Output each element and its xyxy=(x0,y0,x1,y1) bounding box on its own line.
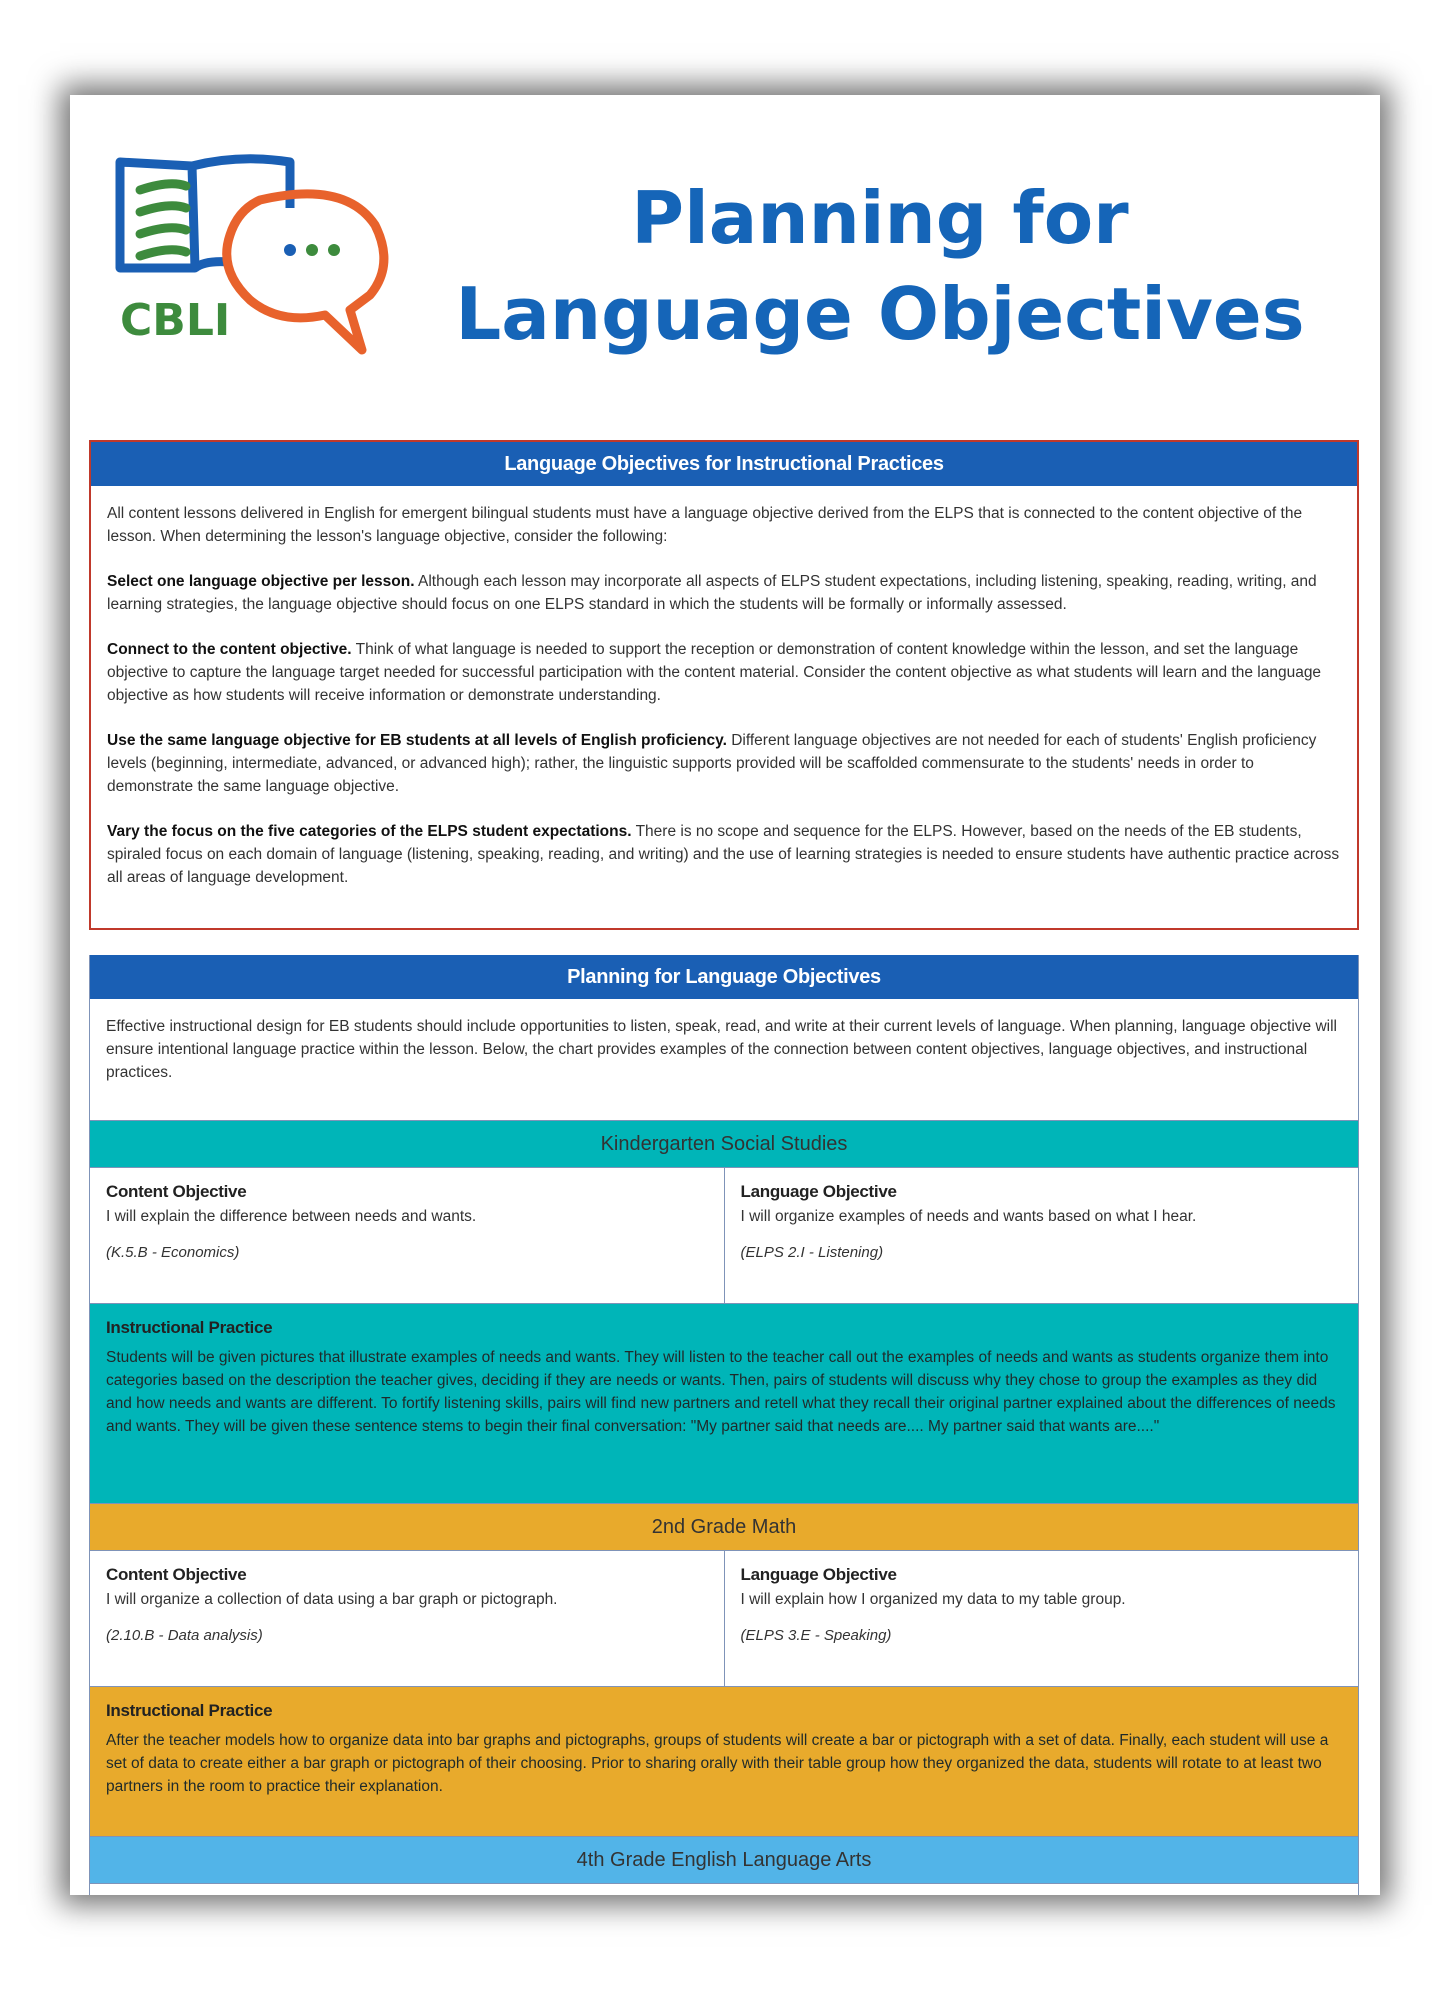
guideline-item xyxy=(107,729,1341,798)
objectives-row xyxy=(90,1551,1358,1687)
example-band-4th-grade-ela: 4th Grade English Language Arts xyxy=(90,1837,1358,1884)
content-objective-label: Content Objective xyxy=(106,1182,247,1201)
guideline-item xyxy=(107,820,1341,889)
language-objective-cell xyxy=(724,1168,1359,1303)
guideline-text: Although each lesson may incorporate all aspects of ELPS student expectations, including listening, speaking, reading, writing, and learning strategies, the language objective should focus on one ELPS standard in which the students will be formally or informally assessed. xyxy=(107,573,1317,613)
guideline-title: Select one language objective per lesson. xyxy=(107,573,415,590)
content-objective-cell xyxy=(90,1551,724,1686)
language-standard: (ELPS 2.I - Listening) xyxy=(740,1244,884,1261)
title-line-2: Language Objectives xyxy=(455,272,1305,356)
guideline-item xyxy=(107,570,1341,616)
content-objective-text: I will organize a collection of data using a bar graph or pictograph. xyxy=(106,1591,558,1608)
practice-label: Instructional Practice xyxy=(106,1701,273,1720)
language-standard: (ELPS 3.E - Speaking) xyxy=(740,1627,892,1644)
instructional-practices-box xyxy=(89,440,1359,930)
content-objective-text: I will explain the difference between needs and wants. xyxy=(106,1208,477,1225)
section-header: Planning for Language Objectives xyxy=(90,955,1358,999)
content-objective-label: Content Objective xyxy=(106,1565,247,1584)
language-objective-text: I will explain how I organized my data to my table group. xyxy=(740,1591,1126,1608)
logo-text: CBLI xyxy=(120,295,231,346)
practice-label: Instructional Practice xyxy=(106,1318,273,1337)
content-objective-cell xyxy=(90,1168,724,1303)
guideline-text: Think of what language is needed to support the reception or demonstration of content knowledge within the lesson, and set the language objective to capture the language target needed for successful participation with the content material. Consider the content objective as what students will learn and the language objective as how students will receive information or demonstrate understanding. xyxy=(107,641,1322,704)
section-intro: Effective instructional design for EB students should include opportunities to listen, speak, read, and write at their current levels of language. When planning, language objective will ensure intentional language practice within the lesson. Below, the chart provides examples of the connection between content objectives, language objectives, and instructional practices. xyxy=(90,999,1358,1121)
instructional-practice xyxy=(90,1304,1358,1504)
guideline-title: Use the same language objective for EB students at all levels of English proficiency. xyxy=(107,732,727,749)
guideline-text: There is no scope and sequence for the ELPS. However, based on the needs of the EB students, spiraled focus on each domain of language (listening, speaking, reading, and writing) and the use of learning strategies is needed to ensure students have authentic practice across all areas of language development. xyxy=(107,823,1340,886)
guideline-title: Connect to the content objective. xyxy=(107,641,352,658)
section-intro: All content lessons delivered in English for emergent bilingual students must have a language objective derived from the ELPS that is connected to the content objective of the lesson. When determining the lesson's language objective, consider the following: xyxy=(107,505,1303,545)
language-objective-text: I will organize examples of needs and wants based on what I hear. xyxy=(740,1208,1197,1225)
practice-text: After the teacher models how to organize data into bar graphs and pictographs, groups of students will create a bar or pictograph with a set of data. Finally, each student will use a set of data to create either a bar graph or pictograph of their choosing. Prior to sharing orally with their table group how they organized the data, students will rotate to at least two partners in the room to practice their explanation. xyxy=(106,1732,1329,1795)
example-band-2nd-grade-math: 2nd Grade Math xyxy=(90,1504,1358,1551)
content-standard: (2.10.B - Data analysis) xyxy=(106,1627,263,1644)
example-band-kindergarten: Kindergarten Social Studies xyxy=(90,1121,1358,1168)
page-title xyxy=(410,170,1350,362)
language-objective-cell xyxy=(724,1551,1359,1686)
document-page xyxy=(70,95,1380,1895)
instructional-practice xyxy=(90,1687,1358,1837)
title-line-1: Planning for xyxy=(631,176,1129,260)
practice-text: Students will be given pictures that illustrate examples of needs and wants. They will listen to the teacher call out the examples of needs and wants as students organize them into categories based on the description the teacher gives, deciding if they are needs or wants. Then, pairs of students will discuss why they chose to group the examples as they did and how needs and wants are different. To fortify listening skills, pairs will find new partners and retell what they recall their original partner explained about the differences of needs and wants. They will be given these sentence stems to begin their final conversation: "My partner said that needs are.... My partner said that wants are...." xyxy=(106,1349,1336,1435)
language-objective-label: Language Objective xyxy=(740,1182,897,1201)
objectives-row xyxy=(90,1168,1358,1304)
planning-box xyxy=(89,955,1359,1895)
guideline-title: Vary the focus on the five categories of the ELPS student expectations. xyxy=(107,823,632,840)
section-header: Language Objectives for Instructional Practices xyxy=(91,442,1357,486)
language-objective-label: Language Objective xyxy=(740,1565,897,1584)
cbli-logo xyxy=(100,150,390,390)
guideline-item xyxy=(107,638,1341,707)
content-standard: (K.5.B - Economics) xyxy=(106,1244,240,1261)
guideline-text: Different language objectives are not needed for each of students' English proficiency levels (beginning, intermediate, advanced, or advanced high); rather, the linguistic supports provided will be scaffolded commensurate to the students' needs in order to demonstrate the same language objective. xyxy=(107,732,1317,795)
